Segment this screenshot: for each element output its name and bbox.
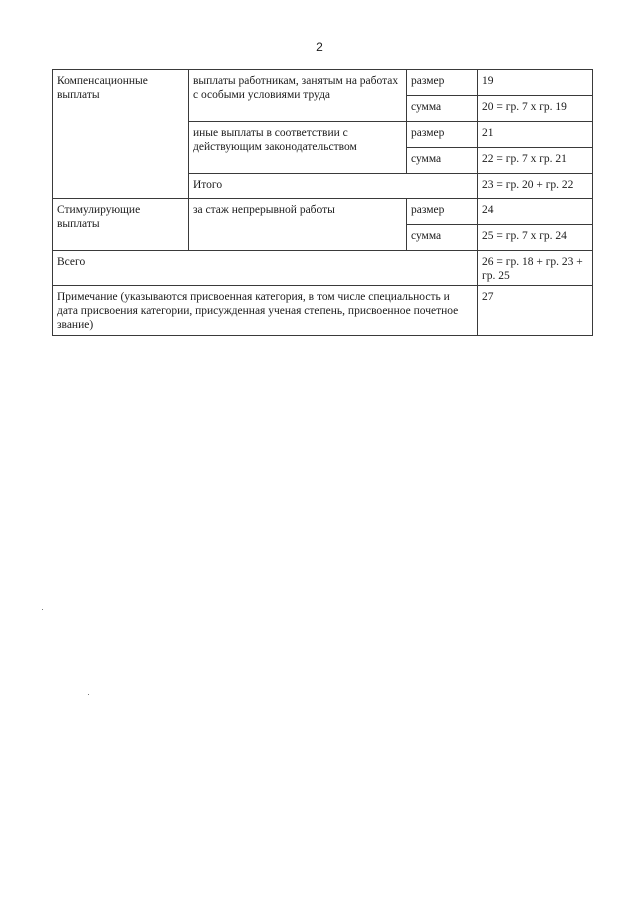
sum-label-cell: сумма xyxy=(407,148,478,174)
table-row xyxy=(53,70,593,96)
page-number: 2 xyxy=(316,40,323,54)
incentive-category-cell: Стимулирующие выплаты xyxy=(53,199,189,251)
size-value-cell: 21 xyxy=(478,122,593,148)
sum-value-cell: 22 = гр. 7 х гр. 21 xyxy=(478,148,593,174)
special-conditions-label-cell: выплаты работникам, занятым на работах с особыми условиями труда xyxy=(189,70,407,122)
other-payments-label-cell: иные выплаты в соответствии с действующим законодательством xyxy=(189,122,407,174)
size-value-cell: 19 xyxy=(478,70,593,96)
sum-value-cell: 20 = гр. 7 х гр. 19 xyxy=(478,96,593,122)
scan-speck xyxy=(88,694,89,695)
grand-total-value-cell: 26 = гр. 18 + гр. 23 + гр. 25 xyxy=(478,251,593,286)
sum-value-cell: 25 = гр. 7 х гр. 24 xyxy=(478,225,593,251)
sum-label-cell: сумма xyxy=(407,96,478,122)
scan-speck xyxy=(42,609,43,610)
seniority-label-cell: за стаж непрерывной работы xyxy=(189,199,407,251)
table-row xyxy=(53,199,593,225)
payments-table xyxy=(52,69,593,336)
table-row xyxy=(53,286,593,336)
note-label-cell: Примечание (указываются присвоенная категория, в том числе специальность и дата присвоения категории, присужденная ученая степень, присвоенное почетное звание) xyxy=(53,286,478,336)
compensation-total-value-cell: 23 = гр. 20 + гр. 22 xyxy=(478,174,593,199)
size-label-cell: размер xyxy=(407,122,478,148)
table-row xyxy=(53,251,593,286)
size-label-cell: размер xyxy=(407,199,478,225)
note-value-cell: 27 xyxy=(478,286,593,336)
size-label-cell: размер xyxy=(407,70,478,96)
grand-total-label-cell: Всего xyxy=(53,251,478,286)
compensation-total-label-cell: Итого xyxy=(189,174,478,199)
sum-label-cell: сумма xyxy=(407,225,478,251)
size-value-cell: 24 xyxy=(478,199,593,225)
compensation-category-cell: Компенсационные выплаты xyxy=(53,70,189,199)
